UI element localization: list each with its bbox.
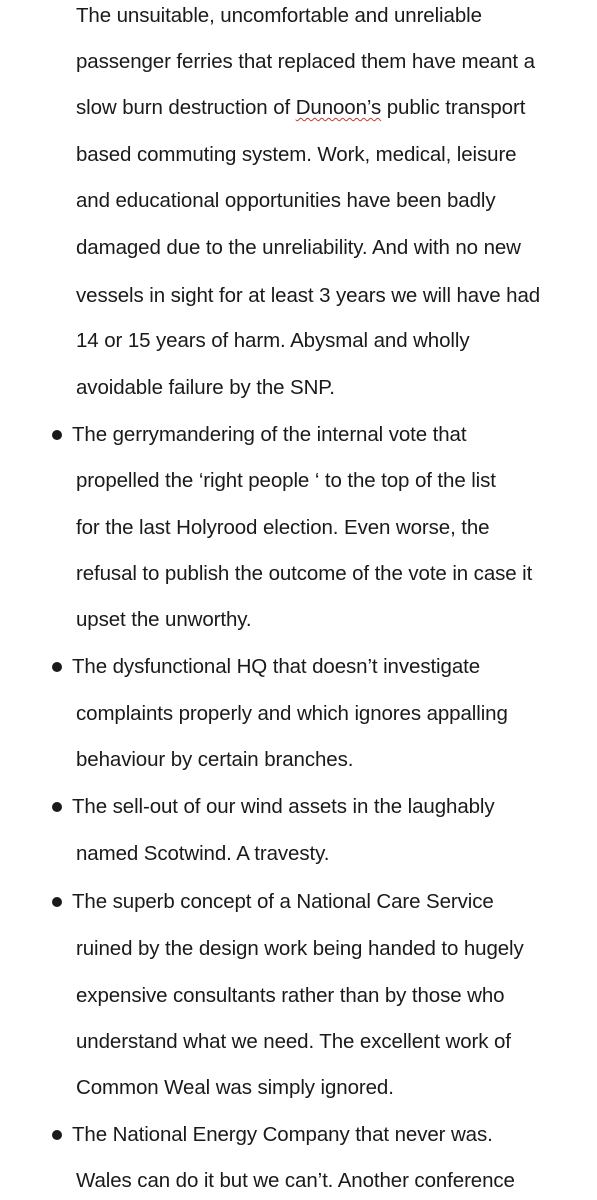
text-line: The dysfunctional HQ that doesn’t investigate xyxy=(72,655,481,678)
text-line: and educational opportunities have been badly xyxy=(76,189,496,212)
text-line: 14 or 15 years of harm. Abysmal and wholly xyxy=(76,329,470,352)
text-line: named Scotwind. A travesty. xyxy=(76,842,330,865)
bullet-icon xyxy=(52,1130,62,1140)
bullet-icon xyxy=(52,802,62,812)
bullet-icon xyxy=(52,897,62,907)
text-line: The superb concept of a National Care Service xyxy=(72,890,494,913)
text-line: The sell-out of our wind assets in the laughably xyxy=(72,795,495,818)
text-line: for the last Holyrood election. Even worse, the xyxy=(76,516,490,539)
text-line: Wales can do it but we can’t. Another conference xyxy=(76,1169,515,1192)
text-line: The unsuitable, uncomfortable and unreliable xyxy=(76,4,482,27)
bullet-icon xyxy=(52,430,62,440)
text-line: passenger ferries that replaced them have meant a xyxy=(76,50,535,73)
text-line: The National Energy Company that never was. xyxy=(72,1123,493,1146)
bullet-icon xyxy=(52,662,62,672)
text-line: complaints properly and which ignores appalling xyxy=(76,702,508,725)
text-line-dunoon: slow burn destruction of Dunoon’s public transport xyxy=(76,96,526,119)
spellcheck-flagged-word: Dunoon’s xyxy=(295,96,382,119)
text-line: avoidable failure by the SNP. xyxy=(76,376,335,399)
text-line: The gerrymandering of the internal vote that xyxy=(72,423,467,446)
text-line: vessels in sight for at least 3 years we will have had xyxy=(76,284,541,307)
text-line: refusal to publish the outcome of the vote in case it xyxy=(76,562,533,585)
text-line: based commuting system. Work, medical, leisure xyxy=(76,143,517,166)
text-line: Common Weal was simply ignored. xyxy=(76,1076,394,1099)
text-line: propelled the ‘right people ‘ to the top of the list xyxy=(76,469,496,492)
text-line: behaviour by certain branches. xyxy=(76,748,354,771)
text-line: upset the unworthy. xyxy=(76,608,252,631)
text-line: damaged due to the unreliability. And with no new xyxy=(76,236,521,259)
text-line: ruined by the design work being handed to hugely xyxy=(76,937,524,960)
text-line: understand what we need. The excellent work of xyxy=(76,1030,511,1053)
text-line: expensive consultants rather than by those who xyxy=(76,984,505,1007)
